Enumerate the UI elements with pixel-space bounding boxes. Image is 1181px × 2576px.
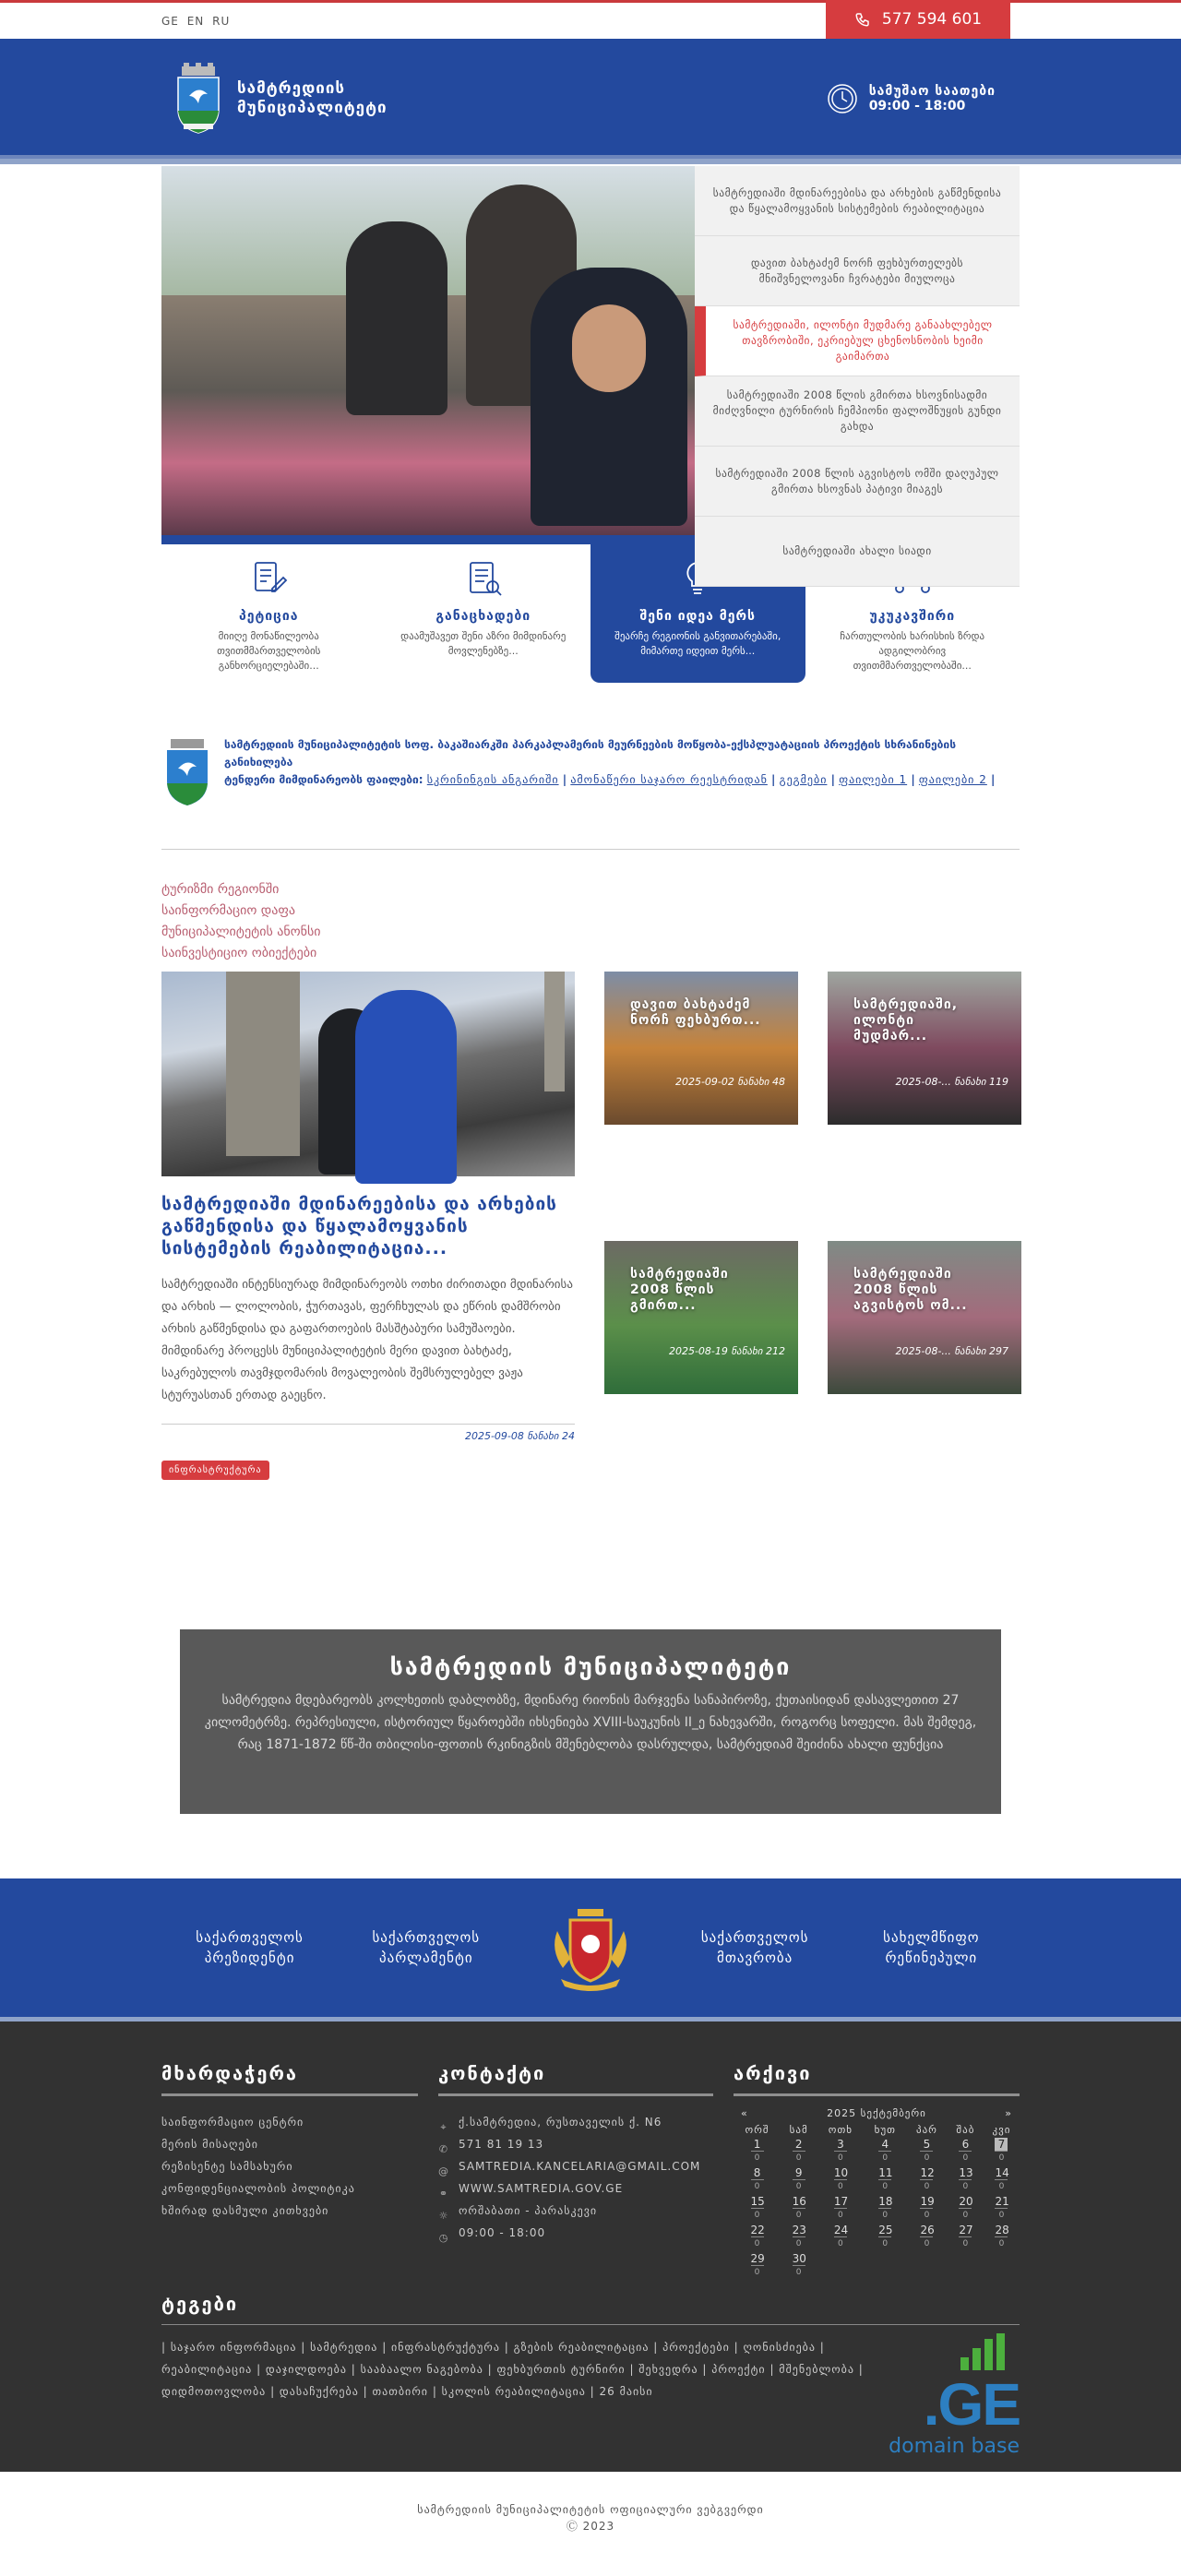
announcement-link[interactable]: სკრინინგის ანგარიში (426, 773, 559, 786)
calendar-day[interactable]: 25 0 (878, 2224, 893, 2248)
calendar-next-button[interactable]: » (1005, 2107, 1012, 2119)
archive-calendar (734, 2107, 1020, 2280)
about-text: სამტრედია მდებარეობს კოლხეთის დაბლობზე, მდინარე რიონის მარჯვენა სანაპიროზე, ქუთაისიდან დასავლეთით 27 კილომეტრზე. რეპრესიული, ისტორიულ წყაროებში იხსენიება XVIII-საუკუნის II_ე ნახევარში, როგორც სოფელი. მას შემდეგ, რაც 1871-1872 წწ-ში თბილისი-ფოთის რკინიგზის მშენებლობა დასრულდა, სამტრედიამ შეიძინა ახალი ფუნქცია (204, 1693, 977, 1752)
news-card-title: დავით ბახტაძემ ნორჩ ფეხბურთ... (630, 997, 761, 1028)
calendar-weekday: კვი (992, 2124, 1011, 2136)
announcement-link[interactable]: ფაილები 2 (918, 773, 987, 786)
category-link[interactable]: ტურიზმი რეგიონში (161, 882, 280, 897)
about-section (180, 1629, 1001, 1814)
calendar-day[interactable]: 30 0 (792, 2252, 806, 2277)
phone-icon: ✆ (438, 2143, 449, 2155)
site-title-line1: სამტრედიის (237, 79, 346, 98)
copyright-line1: სამტრედიის მუნიციპალიტეტის ოფიციალური ვებგვერდი (417, 2503, 764, 2516)
footer-archive (734, 2062, 1020, 2280)
service-title: უკუკავშირი (869, 609, 956, 624)
contact-phone[interactable] (438, 2133, 713, 2155)
news-card[interactable] (604, 1241, 798, 1394)
footer-contact-title: კონტაქტი (438, 2062, 713, 2096)
calendar-table (734, 2123, 1020, 2280)
gov-link-president[interactable]: საქართველოს პრეზიდენტი (196, 1929, 304, 1966)
calendar-day[interactable]: 12 0 (920, 2166, 935, 2191)
service-desc: მიიღე მონაწილეობა თვითმმართველობის განხორციელებაში... (217, 630, 321, 672)
calendar-weekday: პარ (916, 2124, 937, 2136)
news-card-meta: 2025-08-... ნანახი 297 (895, 1344, 1008, 1357)
slider-news-list (695, 166, 1020, 557)
slider-news-item[interactable]: სამტრედიაში 2008 წლის გმირთა ხსოვნისადმი მიძღვნილი ტურნირის ჩემპიონი ფალოშნუყის გუნდი გახდა (695, 376, 1020, 447)
watermark-ge: .GE (923, 2371, 1020, 2438)
service-desc: დაამუშავეთ შენი აზრი მიმდინარე მოვლენებზე... (400, 630, 567, 657)
calendar-day[interactable]: 22 0 (750, 2224, 765, 2248)
calendar-day[interactable]: 9 0 (781, 2165, 817, 2194)
contact-days (438, 2200, 713, 2222)
calendar-day[interactable]: 11 0 (878, 2166, 893, 2191)
clock-icon: ◷ (438, 2232, 449, 2244)
phone-box[interactable] (826, 0, 1010, 39)
news-tag-button[interactable]: ინფრასტრუქტურა (161, 1461, 269, 1480)
slider-news-item[interactable]: სამტრედიაში მდინარეებისა და არხების გაწმენდისა და წყალამოყვანის სისტემების რეაბილიტაცია (695, 166, 1020, 236)
working-hours (827, 83, 996, 114)
calendar-day[interactable]: 29 0 (750, 2252, 765, 2277)
language-switcher (161, 15, 233, 28)
calendar-weekday: ორშ (745, 2124, 769, 2136)
clock-icon (827, 83, 858, 114)
calendar-day[interactable]: 23 0 (792, 2224, 806, 2248)
municipality-crest-icon (173, 63, 224, 135)
contact-address (438, 2111, 713, 2133)
calendar-day[interactable]: 14 0 (995, 2166, 1009, 2191)
link-icon: ⚭ (438, 2188, 449, 2200)
calendar-day[interactable]: 20 0 (959, 2195, 973, 2220)
copyright-line2: Ⓒ 2023 (566, 2520, 615, 2533)
calendar-weekday: სამ (789, 2124, 808, 2136)
news-slider (161, 166, 1020, 557)
gov-link-government[interactable]: საქართველოს მთავრობა (700, 1929, 809, 1966)
footer-link[interactable]: კონფიდენციალობის პოლიტიკა (161, 2182, 355, 2195)
calendar-weekday: ოთხ (828, 2124, 853, 2136)
footer-link[interactable]: მერის მისაღები (161, 2138, 259, 2151)
footer-support (161, 2062, 418, 2280)
announcement-link[interactable]: ამონაწერი საჯარო რეესტრიდან (570, 773, 768, 786)
main-slider-section (161, 166, 1020, 1480)
announcement: სამტრედიის მუნიციპალიტეტის სოფ. ბაკაშიარკში პარკაპლამერის მეურნეების მოწყობა-ექსპლუატაციის პროექტის სხრანინების განიხილება ტენდერი მიმდინარეობს ფაილები: სკრინინგის ანგარიში | ამონაწერი საჯარო რეესტრიდან | გეგმები | ფაილები 1 | ფაილები 2 | (161, 731, 1020, 850)
news-card-meta: 2025-09-02 ნანახი 48 (674, 1076, 785, 1088)
georgia-coat-of-arms-icon (543, 1903, 638, 1992)
brand-logo-link[interactable] (173, 63, 388, 135)
site-title (237, 79, 388, 118)
contact-phone-text: 571 81 19 13 (459, 2138, 544, 2151)
calendar-day[interactable]: 26 0 (920, 2224, 935, 2248)
footer-contact (438, 2062, 713, 2280)
contact-hours (438, 2222, 713, 2244)
calendar-weekday: შაბ (956, 2124, 975, 2136)
announcement-files-label: ტენდერი მიმდინარეობს ფაილები: (224, 773, 423, 786)
calendar-day[interactable]: 16 0 (792, 2195, 806, 2220)
gov-link-state-registry[interactable]: სახელმწიფო რეწინეპული (883, 1929, 980, 1966)
news-card-title: სამტრედიაში 2008 წლის გმირთ... (630, 1266, 729, 1313)
top-bar (0, 0, 1181, 39)
site-footer (0, 2021, 1181, 2472)
news-card[interactable] (828, 1241, 1021, 1394)
contact-days-text: ორშაბათი - პარასკევი (459, 2204, 598, 2217)
contact-address-text: ქ.სამტრედია, რუსთაველის ქ. N6 (459, 2116, 662, 2129)
phone-number: 577 594 601 (881, 10, 983, 29)
copyright (0, 2472, 1181, 2558)
slider-news-item[interactable]: სამტრედიაში ახალი სიადი (695, 517, 1020, 587)
site-title-line2: მუნიციპალიტეტი (237, 99, 388, 117)
news-card-meta: 2025-08-19 ნანახი 212 (668, 1344, 785, 1357)
calendar-day[interactable]: 27 0 (959, 2224, 973, 2248)
calendar-month: 2025 სექტემბერი (827, 2107, 926, 2119)
hours-value: 09:00 - 18:00 (868, 99, 966, 113)
map-pin-icon: ⌖ (440, 2121, 447, 2133)
slider-news-item-active[interactable]: სამტრედიაში, ილონტი მუდმარე განაახლებელ თავზრობიში, ეკრიებულ ცხენოსნობის ხეიმი გაიმართა (695, 306, 1020, 376)
calendar-day[interactable]: 6 0 (948, 2137, 984, 2165)
slider-news-item[interactable]: სამტრედიაში 2008 წლის აგვისტოს ომში დაღუპულ გმირთა ხსოვნას პატივი მიაგეს (695, 447, 1020, 517)
calendar-day[interactable]: 8 0 (734, 2165, 781, 2194)
service-title: პეტიცია (238, 609, 299, 624)
domain-watermark (872, 2333, 1020, 2458)
at-icon: @ (438, 2165, 449, 2177)
announcement-link[interactable]: ფაილები 1 (839, 773, 908, 786)
calendar-day[interactable]: 7 0 (984, 2137, 1020, 2165)
footer-tags-title: ტეგები (161, 2293, 1020, 2325)
calendar-day[interactable]: 4 0 (865, 2137, 907, 2165)
gov-links-band (0, 1878, 1181, 2021)
contact-website[interactable] (438, 2177, 713, 2200)
calendar-day[interactable]: 24 0 (833, 2224, 849, 2248)
featured-news-body: სამტრედიაში ინტენსიურად მიმდინარეობს ოთხი ძირითადი მდინარისა და არხის — ლოლობის, ჭურთავას, ფერჩხულას და ეწრის დამშრობი არხის გაწმენდისა და გაფართოების მასშტაბური სამუშაოები. მიმდინარე პროცესს მუნიციპალიტეტის მერი დავით ბახტაძე, საკრებულოს თავმჯდომარის მოვალეობის შემსრულებელ ვაჟა სტურუასთან ერთად გაეცნო. (161, 1278, 573, 1402)
news-card-title: სამტრედიაში 2008 წლის აგვისტოს ომ... (853, 1266, 968, 1313)
contact-email-text: SAMTREDIA.KANCELARIA@GMAIL.COM (459, 2160, 701, 2173)
service-title: განაცხადები (435, 609, 531, 624)
news-card[interactable] (604, 972, 798, 1125)
featured-news (161, 972, 575, 1480)
calendar-day[interactable] (906, 2251, 948, 2280)
announcement-link[interactable]: გეგმები (779, 773, 828, 786)
lang-ge[interactable]: GE (161, 14, 179, 28)
calendar-day[interactable]: 21 0 (995, 2195, 1009, 2220)
watermark-bars-icon (872, 2333, 1005, 2370)
calendar-day[interactable] (984, 2251, 1020, 2280)
calendar-day[interactable]: 13 0 (959, 2166, 973, 2191)
footer-link[interactable]: საინფორმაციო ცენტრი (161, 2116, 304, 2129)
document-icon (463, 557, 504, 598)
category-link[interactable]: მუნიციპალიტეტის ანონსი (161, 924, 321, 939)
calendar-day[interactable]: 17 0 (833, 2195, 849, 2220)
calendar-day[interactable] (948, 2251, 984, 2280)
gov-link-parliament[interactable]: საქართველოს პარლამენტი (372, 1929, 481, 1966)
news-card-meta: 2025-08-... ნანახი 119 (895, 1076, 1008, 1088)
site-header (0, 39, 1181, 164)
watermark-domain-base: domain base (889, 2435, 1020, 2458)
petition-icon (248, 557, 289, 598)
calendar-day[interactable]: 3 0 (817, 2137, 864, 2165)
category-link[interactable]: საინფორმაციო დაფა (161, 903, 296, 918)
about-title: სამტრედიის მუნიციპალიტეტი (389, 1653, 792, 1680)
featured-news-title[interactable]: სამტრედიაში მდინარეებისა და არხების გაწმენდისა და წყალამოყვანის სისტემების რეაბილიტაცია... (161, 1194, 557, 1258)
calendar-prev-button[interactable]: « (741, 2107, 748, 2119)
calendar-day[interactable]: 15 0 (750, 2195, 765, 2220)
slider-news-item[interactable]: დავით ბახტაძემ ნორჩ ფეხბურთელებს მნიშვნელოვანი ჩვრატები მიულოცა (695, 236, 1020, 306)
calendar-day[interactable]: 19 0 (920, 2195, 935, 2220)
lang-ru[interactable]: RU (212, 14, 231, 28)
contact-website-text: WWW.SAMTREDIA.GOV.GE (459, 2182, 624, 2195)
tag-list[interactable]: | საჯარო ინფორმაცია | სამტრედია | ინფრასტრუქტურა | გზების რეაბილიტაცია | პროექტები | ღონისძიება | რეაბილიტაცია | დაჯილდოება | სააბაალო ნაგებობა | ფეხბურთის ტურნირი | შეხვედრა | პროექტი | მშენებლობა | დიდმოთოვლობა | დასაჩუქრება | თათბირი | სკოლის რეაბილიტაცია | 26 მაისი (161, 2341, 864, 2398)
calendar-day[interactable] (817, 2251, 864, 2280)
contact-email[interactable] (438, 2155, 713, 2177)
calendar-day[interactable]: 18 0 (878, 2195, 893, 2220)
footer-archive-title: არქივი (734, 2062, 1020, 2096)
announcement-text: სამტრედიის მუნიციპალიტეტის სოფ. ბაკაშიარკში პარკაპლამერის მეურნეების მოწყობა-ექსპლუატაციის პროექტის სხრანინების განიხილება (224, 738, 957, 769)
calendar-day[interactable]: 5 0 (906, 2137, 948, 2165)
calendar-day[interactable]: 10 0 (833, 2166, 849, 2191)
service-desc: შეარჩე რეგიონის განვითარებაში, მიმართე იდეით მერს... (614, 630, 781, 657)
hours-label: სამუშაო საათები (868, 84, 996, 99)
footer-support-title: მხარდაჭერა (161, 2062, 418, 2096)
service-petition[interactable] (161, 544, 376, 683)
lang-en[interactable]: EN (186, 14, 205, 28)
footer-link[interactable]: რეზისენტე სამსახური (161, 2160, 293, 2173)
service-desc: ჩართულობის ხარისხის ზრდა ადგილობრივ თვითმმართველობაში... (840, 630, 985, 672)
calendar-weekday: ხუთ (874, 2124, 896, 2136)
slider-image[interactable] (161, 166, 695, 535)
calendar-day[interactable]: 28 0 (995, 2224, 1009, 2248)
side-news-grid (604, 972, 1021, 1480)
category-link[interactable]: საინვესტიციო ობიექტები (161, 946, 317, 960)
phone-icon (854, 11, 871, 28)
footer-link[interactable]: ხშირად დასმული კითხვები (161, 2204, 329, 2217)
calendar-day[interactable] (865, 2251, 907, 2280)
calendar-day[interactable]: 2 0 (781, 2137, 817, 2165)
service-title: შენი იდეა მერს (639, 609, 756, 624)
news-card-title: სამტრედიაში, ილონტი მუდმარ... (853, 997, 959, 1044)
calendar-day[interactable]: 1 0 (734, 2137, 781, 2165)
featured-news-meta: 2025-09-08 ნანახი 24 (161, 1424, 575, 1442)
category-links (161, 879, 1020, 964)
featured-news-image[interactable] (161, 972, 575, 1176)
contact-hours-text: 09:00 - 18:00 (459, 2226, 546, 2239)
service-applications[interactable] (376, 544, 591, 683)
municipality-crest-icon (161, 731, 213, 812)
news-card[interactable] (828, 972, 1021, 1125)
news-grid (161, 972, 1020, 1480)
sun-icon: ☼ (438, 2210, 449, 2222)
